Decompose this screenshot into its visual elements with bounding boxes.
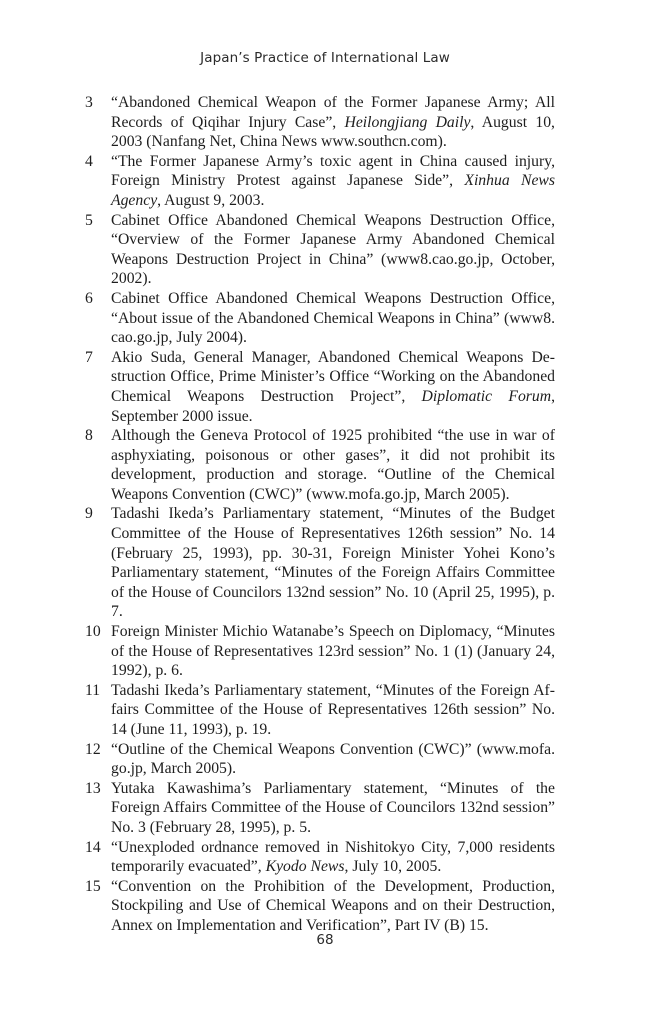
page-number: 68	[316, 932, 334, 948]
endnote-number: 6	[85, 289, 93, 307]
endnote-item	[85, 426, 555, 504]
endnote-text-segment: , August 9, 2003.	[157, 191, 265, 209]
endnote-text	[111, 348, 555, 426]
endnote-text-segment: “The Former Japanese Army’s toxic agent in China caused injury, Foreign Ministry Protest against Japanese Side”,	[111, 152, 555, 190]
endnote-text-segment: “Outline of the Chemical Weapons Convention (CWC)” (www.mofa.​go.jp, March 2005).	[111, 740, 555, 778]
endnote-text	[111, 779, 555, 838]
endnote-text-segment: “Convention on the Prohibition of the Development, Production, Stockpiling and Use of Chemical Weapons and on their Destruction, Annex on Implementation and Verification”, Part IV (B) 15.	[111, 877, 555, 934]
endnote-text	[111, 504, 555, 622]
endnote-item	[85, 289, 555, 348]
endnote-text	[111, 426, 555, 504]
endnote-item	[85, 740, 555, 779]
endnote-item	[85, 779, 555, 838]
endnote-item	[85, 504, 555, 622]
endnote-text-segment: Tadashi Ikeda’s Parliamentary statement, “Minutes of the Foreign Affairs Committee of the House of Representatives 126th session” No. 14 (June 11, 1993), p. 19.	[111, 681, 555, 738]
endnote-number: 10	[85, 623, 101, 641]
endnote-item	[85, 211, 555, 289]
running-head: Japan’s Practice of International Law	[200, 50, 450, 66]
endnote-number: 9	[85, 505, 93, 523]
publication-title: Diplomatic Forum	[421, 387, 552, 405]
endnote-text-segment: “Unexploded ordnance removed in Nishitokyo City, 7,000 residents temporarily evacuated”,	[111, 838, 555, 876]
endnotes-list	[85, 93, 555, 936]
endnote-number: 7	[85, 348, 93, 366]
endnote-text	[111, 877, 555, 936]
publication-title: Xinhua News Agency	[111, 172, 555, 209]
endnote-text-segment: Akio Suda, General Manager, Abandoned Chemical Weapons Destruction Office, Prime Minister’s Office “Working on the Abandoned Chemical Weapons Destruction Project”,	[111, 348, 555, 405]
endnote-text-segment: Tadashi Ikeda’s Parliamentary statement, “Minutes of the Budget Committee of the House of Representatives 126th session” No. 14 (February 25, 1993), pp. 30-31, Foreign Minister Yohei Kono’s Parliamentary statement, “Minutes of the Foreign Affairs Committee of the House of Councilors 132nd session” No. 10 (April 25, 1995), p. 7.	[111, 505, 555, 621]
endnote-text	[111, 152, 555, 211]
endnote-item	[85, 152, 555, 211]
endnote-text-segment: , September 2000 issue.	[111, 387, 555, 425]
endnote-item	[85, 681, 555, 740]
endnote-text-segment: Cabinet Office Abandoned Chemical Weapons Destruction Office, “About issue of the Abandoned Chemical Weapons in China” (www8.​cao.go.jp, July 2004).	[111, 289, 555, 347]
endnote-item	[85, 348, 555, 426]
publication-title: Heilongjiang Daily	[344, 113, 471, 131]
endnote-text	[111, 93, 555, 152]
endnote-number: 14	[85, 838, 101, 856]
endnote-text	[111, 622, 555, 681]
endnote-number: 4	[85, 152, 93, 170]
endnote-text-segment: Foreign Minister Michio Watanabe’s Speech on Diplomacy, “Minutes of the House of Representatives 123rd session” No. 1 (1) (January 24, 1992), p. 6.	[111, 623, 555, 680]
endnote-number: 12	[85, 740, 101, 758]
endnote-number: 11	[85, 681, 101, 699]
endnote-item	[85, 838, 555, 877]
endnote-text-segment: Yutaka Kawashima’s Parliamentary statement, “Minutes of the Foreign Affairs Committee of the House of Councilors 132nd session” No. 3 (February 28, 1995), p. 5.	[111, 779, 555, 836]
endnote-text	[111, 681, 555, 740]
endnote-number: 3	[85, 94, 93, 111]
endnote-text	[111, 289, 555, 348]
endnote-item	[85, 877, 555, 936]
endnote-text-segment: “Abandoned Chemical Weapon of the Former Japanese Army; All Records of Qiqihar Injury Case”,	[111, 94, 555, 131]
endnote-item	[85, 622, 555, 681]
endnote-text	[111, 740, 555, 779]
endnote-text-segment: , July 10, 2005.	[344, 858, 442, 876]
endnote-number: 5	[85, 211, 93, 229]
endnote-number: 15	[85, 877, 101, 895]
endnote-text	[111, 211, 555, 289]
endnote-text-segment: , August 10, 2003 (Nanfang Net, China News www.southcn.com).	[111, 113, 555, 151]
endnote-text	[111, 838, 555, 877]
endnote-text-segment: Cabinet Office Abandoned Chemical Weapons Destruction Office, “Overview of the Former Japanese Army Abandoned Chemical Weapons Destruction Project in China” (www8.cao.go.jp, October, 2002).	[111, 211, 555, 288]
endnote-number: 13	[85, 779, 101, 797]
endnote-item	[85, 93, 555, 152]
publication-title: Kyodo News	[265, 858, 345, 876]
endnote-text-segment: Although the Geneva Protocol of 1925 prohibited “the use in war of asphyxiating, poisonous or other gases”, it did not prohibit its development, production and storage. “Outline of the Chemical Weapons Convention (CWC)” (www.mofa.go.jp, March 2005).	[111, 427, 555, 503]
endnote-number: 8	[85, 427, 93, 445]
